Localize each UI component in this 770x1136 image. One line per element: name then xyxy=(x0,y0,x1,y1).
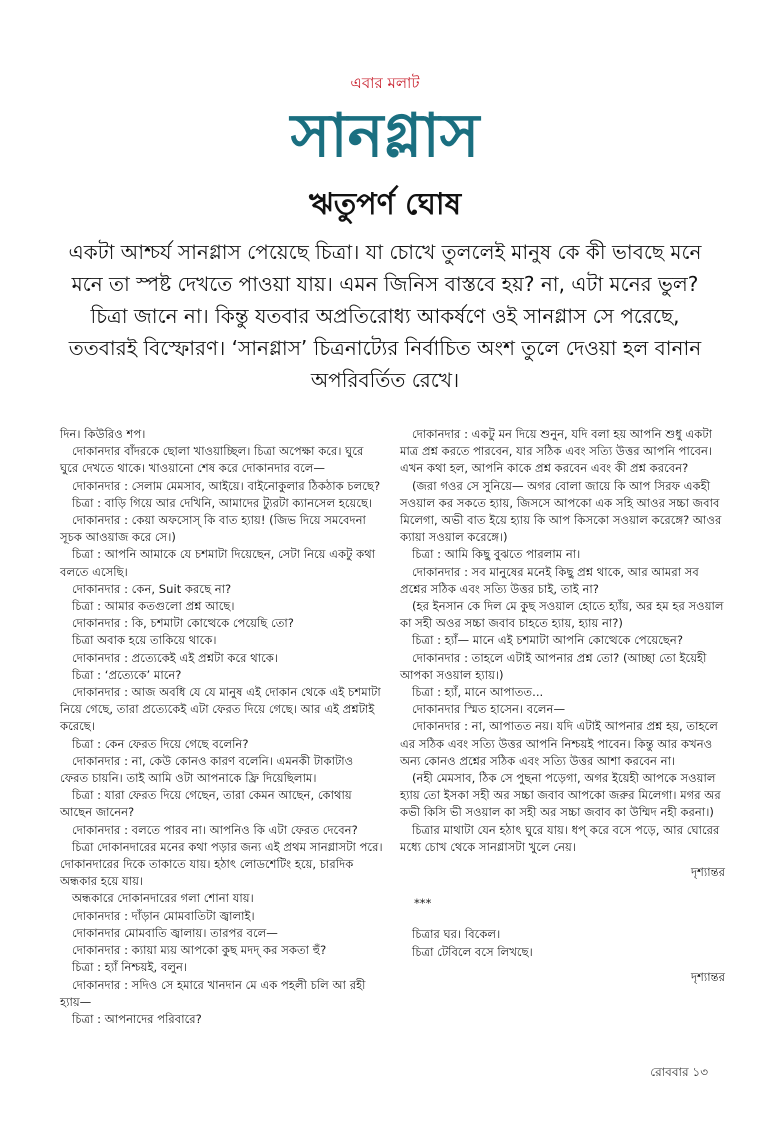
script-line: চিত্রা : আমার কতগুলো প্রশ্ন আছে। xyxy=(72,599,235,614)
right-column xyxy=(400,426,725,1000)
script-line: (হর ইনসান কে দিল মে কুছ সওয়াল হোতে হ্যাঁয়, অর হম হর সওয়াল কা সহী অওর সচ্চা জবাব চাহতে হ্যায়, হ্যায় না?) xyxy=(400,599,724,631)
scene-break: দৃশ্যান্তর xyxy=(690,969,725,984)
script-line: দোকানদার : সেলাম মেমসাব, আইয়ে। বাইনোকুলার ঠিকঠাক চলছে? xyxy=(72,478,381,493)
script-line: দোকানদার : দাঁড়ান মোমবাতিটা জ্বালাই। xyxy=(72,908,255,923)
script-line: চিত্রা : বাড়ি গিয়ে আর দেখিনি, আমাদের ট্যুরটা ক্যানসেল হয়েছে। xyxy=(72,495,373,510)
script-line: দোকানদার : কি, চশমাটা কোত্থেকে পেয়েছি তো? xyxy=(72,616,294,631)
script-line: চিত্রা : আপনি আমাকে যে চশমাটা দিয়েছেন, সেটা নিয়ে একটু কথা বলতে এসেছি। xyxy=(60,547,376,579)
script-line: দোকানদার : সব মানুষের মনেই কিছু প্রশ্ন থাকে, আর আমরা সব প্রশ্নের সঠিক এবং সত্যি উত্তর চাই, তাই না? xyxy=(400,564,699,596)
script-line: দোকানদার বাঁদরকে ছোলা খাওয়াচ্ছিল। চিত্রা অপেক্ষা করে। ঘুরে ঘুরে দেখতে থাকে। খাওয়ানো শেষ করে দোকানদার বলে— xyxy=(60,444,364,476)
script-line: (নহী মেমসাব, ঠিক সে পুছনা পড়েগা, অগর ইয়েহী আপকে সওয়াল হ্যায় তো ইসকা সহী অর সচ্চা জবাব আপকো জরুর মিলেগা। মগর অর কভী কিসি ভী সওয়াল কা সহী অর সচ্চা জবাব কা উম্মিদ নহী করনা।) xyxy=(400,771,721,820)
script-line: চিত্রা অবাক হয়ে তাকিয়ে থাকে। xyxy=(72,633,217,648)
script-line: চিত্রা দোকানদারের মনের কথা পড়ার জন্য এই প্রথম সানগ্লাসটা পরে। দোকানদারের দিকে তাকাতে যায়। হঠাৎ লোডশেটিং হয়ে, চারদিক অন্ধকার হয়ে যায়। xyxy=(60,839,383,889)
script-line: চিত্রা : যারা ফেরত দিয়ে গেছেন, তারা কেমন আছেন, কোথায় আছেন জানেন? xyxy=(60,788,352,820)
script-line: দোকানদার : কেন, Suit করছে না? xyxy=(72,581,232,596)
article-title: সানগ্লাস xyxy=(290,101,480,171)
script-line: দিন। কিউরিও শপ। xyxy=(60,427,146,441)
script-line: দোকানদার : বলতে পারব না। আপনিও কি এটা ফেরত দেবেন? xyxy=(72,822,358,837)
script-line: চিত্রা : কেন ফেরত দিয়ে গেছে বলেনি? xyxy=(72,736,249,751)
script-line: চিত্রার মাথাটা যেন হঠাৎ ঘুরে যায়। ধপ্ করে বসে পড়ে, আর ঘোরের মধ্যে চোখ থেকে সানগ্লাসটা খুলে নেয়। xyxy=(400,822,720,854)
intro-paragraph: একটা আশ্চর্য সানগ্লাস পেয়েছে চিত্রা। যা চোখে তুললেই মানুষ কে কী ভাবছে মনে মনে তা স্পষ্ট দেখতে পাওয়া যায়। এমন জিনিস বাস্তবে হয়? না, এটা মনের ভুল? চিত্রা জানে না। কিন্তু যতবার অপ্রতিরোধ্য আকর্ষণে ওই সানগ্লাস সে পরেছে, ততবারই বিস্ফোরণ। ‘সানগ্লাস’ চিত্রনাট্যের নির্বাচিত অংশ তুলে দেওয়া হল বানান অপরিবর্তিত রেখে। xyxy=(68,240,702,392)
script-line: চিত্রার ঘর। বিকেল। xyxy=(412,927,501,942)
script-line: দোকানদার : না, কেউ কোনও কারণ বলেনি। এমনকী টাকাটাও ফেরত চায়নি। তাই আমি ওটা আপনাকে ফ্রি দিয়েছিলাম। xyxy=(60,753,354,786)
script-line: চিত্রা : ‘প্রত্যেকে’ মানে? xyxy=(72,667,182,682)
script-line: চিত্রা : হ্যাঁ, মানে আপাতত... xyxy=(412,685,544,700)
script-line: দোকানদার মোমবাতি জ্বালায়। তারপর বলে— xyxy=(72,925,278,940)
script-line: দোকানদার : প্রত্যেকেই এই প্রশ্নটা করে থাকে। xyxy=(72,650,278,665)
script-line: চিত্রা : হ্যাঁ নিশ্চয়ই, বলুন। xyxy=(72,960,188,975)
script-line: চিত্রা : হ্যাঁ— মানে এই চশমাটা আপনি কোত্থেকে পেয়েছেন? xyxy=(412,633,684,648)
script-line: (জরা গওর সে সুনিয়ে— অগর বোলা জায়ে কি আপ সিরফ একহী সওয়াল কর সকতে হ্যায়, জিসসে আপকো এক সহি আওর সচ্চা জবাব মিলেগা, অভী বাত ইয়ে হ্যায় কি আপ কিসকো সওয়াল করেঙ্গে? আওর ক্যায়া সওয়াল করেঙ্গে।) xyxy=(400,478,722,545)
section-kicker: এবার মলাট xyxy=(350,74,420,92)
script-line: দোকানদার : ক্যায়া ম্যয় আপকো কুছ মদদ্ কর সকতা হুঁ? xyxy=(72,943,327,958)
script-line: দোকানদার : তাহলে এটাই আপনার প্রশ্ন তো? (আচ্ছা তো ইয়েহী আপকা সওয়াল হ্যায়।) xyxy=(400,650,707,682)
script-line: দোকানদার স্মিত হাসেন। বলেন— xyxy=(412,702,566,717)
author-name: ঋতুপর্ণ ঘোষ xyxy=(308,187,462,222)
script-line: দোকানদার : একটু মন দিয়ে শুনুন, যদি বলা হয় আপনি শুধু একটা মাত্র প্রশ্ন করতে পারবেন, যার সঠিক এবং সত্যি উত্তর আপনি পাবেন। এখন কথা হল, আপনি কাকে প্রশ্ন করবেন এবং কী প্রশ্ন করবেন? xyxy=(400,427,713,476)
script-line: চিত্রা : আমি কিছু বুঝতে পারলাম না। xyxy=(412,547,581,562)
left-column xyxy=(60,426,385,1028)
script-line: দোকানদার : আজ অবধি যে যে মানুষ এই দোকান থেকে এই চশমাটা নিয়ে গেছে, তারা প্রত্যেকেই এটা ফেরত দিয়ে গেছে। আর এই প্রশ্নটাই করেছে। xyxy=(60,685,381,734)
script-line: অন্ধকারে দোকানদারের গলা শোনা যায়। xyxy=(72,891,254,906)
scene-break: দৃশ্যান্তর xyxy=(690,865,725,880)
section-separator: *** xyxy=(414,896,432,911)
script-line: দোকানদার : না, আপাতত নয়। যদি এটাই আপনার প্রশ্ন হয়, তাহলে এর সঠিক এবং সত্যি উত্তর আপনি নিশ্চয়ই পাবেন। কিন্তু আর কখনও অন্য কোনও প্রশ্নের সঠিক এবং সত্যি উত্তর আশা করবেন না। xyxy=(400,719,718,768)
page-footer: রোববার ১৩ xyxy=(650,1065,708,1079)
script-line: দোকানদার : কেয়া অফসোস্ কি বাত হ্যায়! (জিভ দিয়ে সমবেদনা সূচক আওয়াজ করে সে।) xyxy=(60,513,366,545)
script-line: চিত্রা টেবিলে বসে লিখছে। xyxy=(412,944,533,959)
script-line: দোকানদার : সদিও সে হমারে খানদান মে এক পহলী চলি আ রহী হ্যায়— xyxy=(60,977,366,1009)
script-line: চিত্রা : আপনাদের পরিবারে? xyxy=(72,1011,202,1026)
